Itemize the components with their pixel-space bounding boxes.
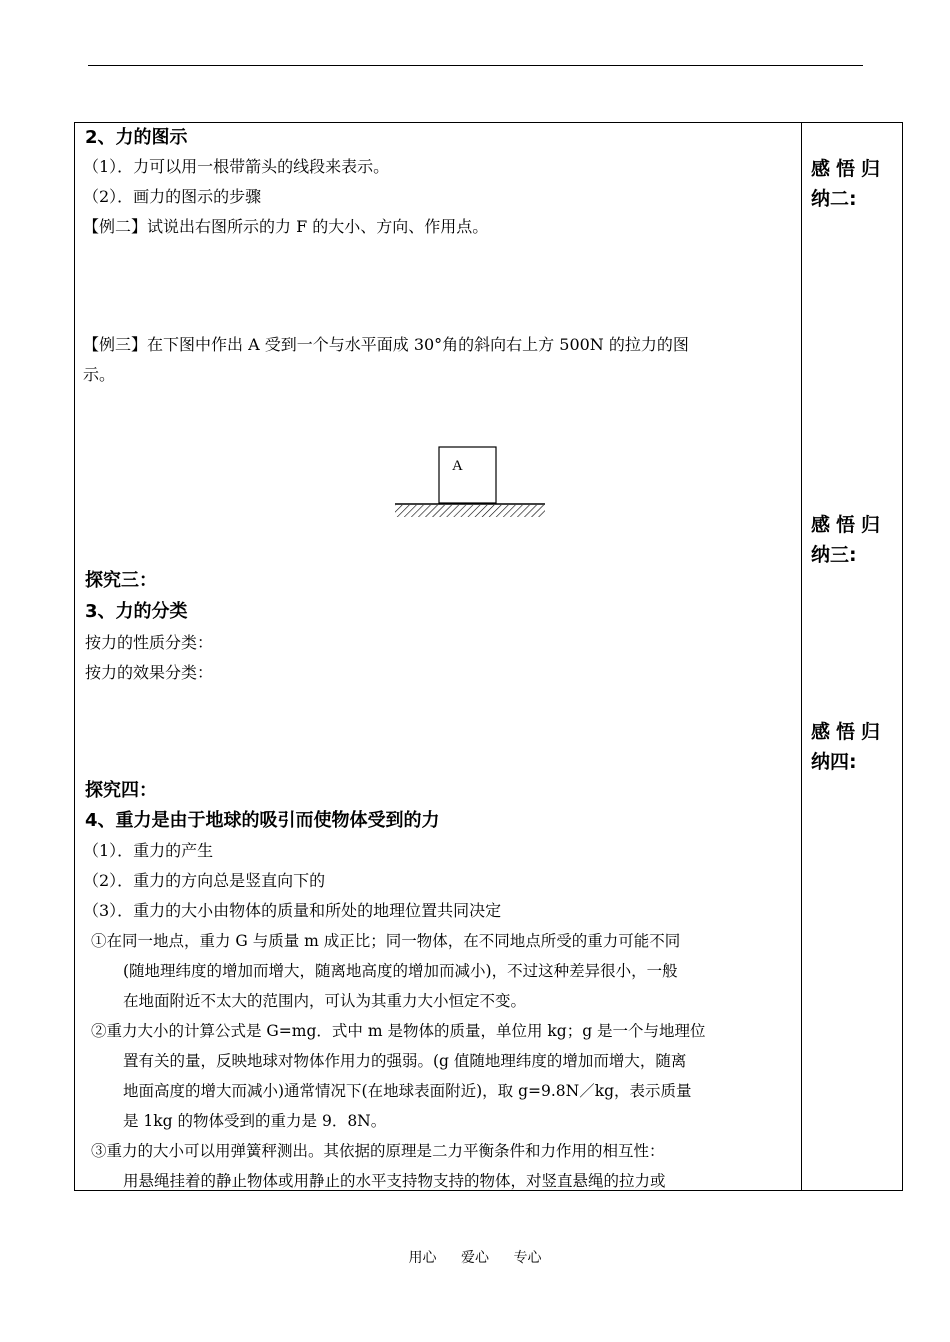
reflection-2-line-2: 纳二: [811,188,857,210]
item-2-line-4: 是 1kg 的物体受到的重力是 9．8N。 [123,1112,387,1130]
worksheet-table [74,122,903,1191]
example-2: 【例二】试说出右图所示的力 F 的大小、方向、作用点。 [83,217,489,236]
section-3-point-1: 按力的性质分类： [85,633,214,652]
block-a [439,447,496,503]
section-3-heading: 探究三： [85,570,157,591]
section-3-title: 3、力的分类 [85,601,188,622]
item-2-line-1: ②重力大小的计算公式是 G=mg．式中 m 是物体的质量，单位用 kg；g 是一个与地理位 [91,1022,706,1040]
reflection-3-line-2: 纳三: [811,544,857,566]
block-a-label: A [452,458,463,474]
block-on-ground-diagram [393,443,549,523]
item-2-line-2: 置有关的量，反映地球对物体作用力的强弱。(g 值随地理纬度的增加而增大，随离 [123,1052,687,1070]
item-1-line-3: 在地面附近不太大的范围内，可认为其重力大小恒定不变。 [123,992,527,1010]
reflection-2 [811,154,906,214]
page-footer [0,1247,950,1267]
footer-word-2: 爱心 [461,1250,489,1266]
reflection-4-line-2: 纳四: [811,751,857,773]
section-4-title: 4、重力是由于地球的吸引而使物体受到的力 [85,810,440,831]
section-2-point-1: （1）．力可以用一根带箭头的线段来表示。 [83,157,390,176]
footer-word-3: 专心 [513,1250,542,1266]
example-3-line-1: 【例三】在下图中作出 A 受到一个与水平面成 30°角的斜向右上方 500N 的拉力的图 [83,335,689,354]
footer-word-1: 用心 [408,1250,437,1266]
ground-hatch [395,505,545,517]
section-2-title: 2、力的图示 [85,127,188,148]
section-4-heading: 探究四： [85,780,157,801]
reflection-2-line-1: 感悟归 [811,158,887,180]
item-2-line-3: 地面高度的增大而减小)通常情况下(在地球表面附近)，取 g=9.8N／kg，表示质量 [123,1082,692,1100]
section-4-point-2: （2）．重力的方向总是竖直向下的 [83,871,326,890]
section-4-point-3: （3）．重力的大小由物体的质量和所处的地理位置共同决定 [83,901,502,920]
section-4-point-1: （1）．重力的产生 [83,841,214,860]
section-2-point-2: （2）．画力的图示的步骤 [83,187,262,206]
column-divider [801,123,802,1190]
reflection-4-line-1: 感悟归 [811,721,887,743]
reflection-4 [811,717,906,777]
item-1-line-2: (随地理纬度的增加而增大，随离地高度的增加而减小)，不过这种差异很小，一般 [123,962,678,980]
item-3-line-2: 用悬绳挂着的静止物体或用静止的水平支持物支持的物体，对竖直悬绳的拉力或 [123,1172,666,1190]
reflection-3 [811,510,906,570]
section-3-point-2: 按力的效果分类： [85,663,214,682]
item-3-line-1: ③重力的大小可以用弹簧秤测出。其依据的原理是二力平衡条件和力作用的相互性： [91,1142,665,1160]
item-1-line-1: ①在同一地点，重力 G 与质量 m 成正比；同一物体，在不同地点所受的重力可能不同 [91,932,681,950]
reflection-3-line-1: 感悟归 [811,514,887,536]
header-rule [88,65,863,66]
example-3-line-2: 示。 [83,365,116,384]
